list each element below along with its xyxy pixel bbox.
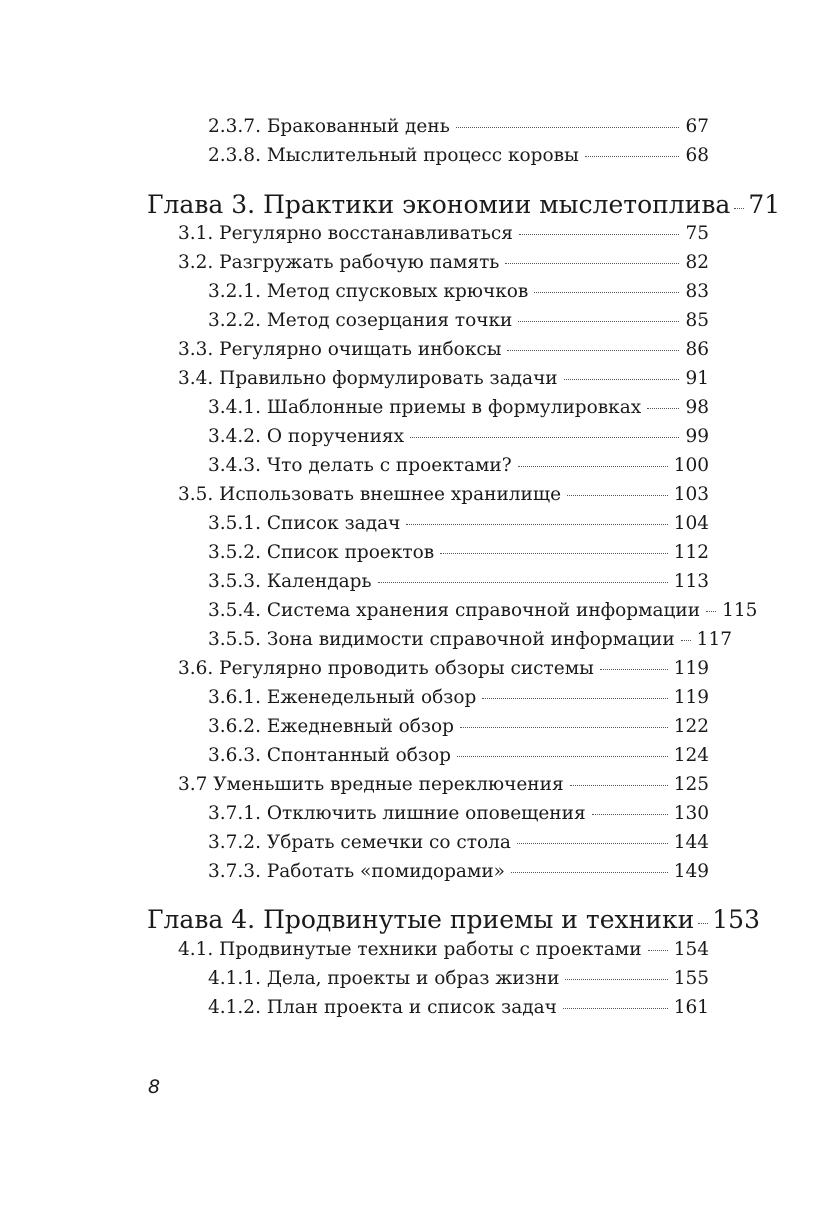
toc-entry-label: 3.6.2. Ежедневный обзор — [208, 716, 455, 737]
toc-entry-label: 3.1. Регулярно восстанавливаться — [178, 223, 513, 244]
dot-leader — [534, 292, 679, 293]
toc-entry-label: 3.2.1. Метод спусковых крючков — [208, 281, 529, 302]
dot-leader — [505, 263, 679, 264]
toc-entry-label: 3.5. Использовать внешнее хранилище — [178, 484, 562, 505]
toc-entry-label: 2.3.7. Бракованный день — [208, 116, 450, 137]
toc-entry-page: 67 — [685, 116, 709, 137]
toc-entry-page: 99 — [685, 426, 709, 447]
toc-entry-label: 3.6.3. Спонтанный обзор — [208, 745, 451, 766]
dot-leader — [518, 466, 668, 467]
toc-entry-label: 2.3.8. Мыслительный процесс коровы — [208, 145, 579, 166]
dot-leader — [570, 785, 668, 786]
page-number: 8 — [148, 1076, 161, 1098]
toc-entry-page: 115 — [722, 600, 758, 621]
dot-leader — [706, 611, 716, 612]
dot-leader — [482, 698, 667, 699]
toc-entry — [208, 145, 709, 166]
toc-entry — [208, 968, 709, 989]
toc-entry-label: 3.4. Правильно формулировать задачи — [178, 368, 558, 389]
toc-entry-label: 3.7 Уменьшить вредные переключения — [178, 774, 564, 795]
dot-leader — [585, 156, 680, 157]
toc-entry-label: 3.4.3. Что делать с проектами? — [208, 455, 512, 476]
toc-entry — [208, 542, 709, 563]
toc-entry — [208, 116, 709, 137]
dot-leader — [456, 127, 680, 128]
toc-entry — [178, 774, 709, 795]
toc-entry-page: 125 — [673, 774, 709, 795]
toc-entry — [208, 803, 709, 824]
toc-entry-page: 113 — [673, 571, 709, 592]
toc-entry-page: 103 — [673, 484, 709, 505]
toc-entry-label: 4.1. Продвинутые техники работы с проектами — [178, 939, 642, 960]
toc-entry — [208, 455, 709, 476]
toc-entry-page: 124 — [673, 745, 709, 766]
toc-entry-page: 119 — [673, 658, 709, 679]
toc-entry — [208, 397, 709, 418]
dot-leader — [681, 640, 691, 641]
toc-entry — [208, 629, 732, 650]
toc-entry-page: 155 — [673, 968, 709, 989]
dot-leader — [511, 872, 668, 873]
toc-entry — [208, 571, 709, 592]
toc-entry — [178, 939, 709, 960]
toc-entry-page: 100 — [673, 455, 709, 476]
dot-leader — [519, 234, 680, 235]
toc-entry — [178, 658, 709, 679]
toc-entry-page: 149 — [673, 861, 709, 882]
dot-leader — [592, 814, 668, 815]
dot-leader — [457, 756, 668, 757]
toc-entry-label: 4.1.1. Дела, проекты и образ жизни — [208, 968, 560, 989]
toc-entry-label: 4.1.2. План проекта и список задач — [208, 997, 557, 1018]
toc-entry-label: Глава 4. Продвинутые приемы и техники — [147, 905, 695, 934]
toc-entry-label: 3.7.3. Работать «помидорами» — [208, 861, 505, 882]
toc-entry-page: 122 — [673, 716, 709, 737]
dot-leader — [565, 979, 667, 980]
dot-leader — [647, 408, 679, 409]
toc-entry — [208, 687, 709, 708]
toc-entry — [208, 600, 758, 621]
toc-entry-label: Глава 3. Практики экономии мыслетоплива — [147, 190, 731, 219]
dot-leader — [563, 1008, 668, 1009]
toc-entry-label: 3.5.5. Зона видимости справочной информации — [208, 629, 675, 650]
toc-entry-page: 104 — [673, 513, 709, 534]
dot-leader — [440, 553, 667, 554]
dot-leader — [410, 437, 679, 438]
toc-entry-label: 3.4.1. Шаблонные приемы в формулировках — [208, 397, 642, 418]
toc-entry — [178, 339, 709, 360]
toc-entry-page: 85 — [685, 310, 709, 331]
toc-entry — [178, 223, 709, 244]
toc-entry — [178, 368, 709, 389]
dot-leader — [517, 843, 668, 844]
toc-entry — [178, 252, 709, 273]
toc-entry-label: 3.7.1. Отключить лишние оповещения — [208, 803, 586, 824]
toc-entry-page: 119 — [673, 687, 709, 708]
dot-leader — [507, 350, 679, 351]
toc-entry — [208, 832, 709, 853]
toc-entry — [208, 310, 709, 331]
toc-entry-label: 3.5.4. Система хранения справочной информации — [208, 600, 701, 621]
toc-entry-page: 91 — [685, 368, 709, 389]
toc-entry-label: 3.6. Регулярно проводить обзоры системы — [178, 658, 594, 679]
toc-entry-page: 130 — [673, 803, 709, 824]
dot-leader — [406, 524, 667, 525]
toc-entry-page: 86 — [685, 339, 709, 360]
toc-entry-label: 3.2.2. Метод созерцания точки — [208, 310, 513, 331]
toc-entry — [208, 281, 709, 302]
toc-entry-page: 154 — [673, 939, 709, 960]
toc-entry-label: 3.7.2. Убрать семечки со стола — [208, 832, 511, 853]
dot-leader — [518, 321, 679, 322]
dot-leader — [648, 950, 668, 951]
toc-chapter — [147, 190, 781, 219]
toc-entry — [208, 513, 709, 534]
toc-entry-label: 3.2. Разгружать рабочую память — [178, 252, 500, 273]
toc-entry — [178, 484, 709, 505]
toc-entry-label: 3.5.2. Список проектов — [208, 542, 435, 563]
toc-entry — [208, 861, 709, 882]
toc-entry — [208, 745, 709, 766]
toc-entry-page: 153 — [712, 905, 760, 934]
dot-leader — [564, 379, 680, 380]
toc-entry-label: 3.6.1. Еженедельный обзор — [208, 687, 477, 708]
toc-entry-page: 161 — [673, 997, 709, 1018]
toc-entry — [208, 997, 709, 1018]
toc-entry-label: 3.3. Регулярно очищать инбоксы — [178, 339, 502, 360]
toc-entry-label: 3.5.1. Список задач — [208, 513, 401, 534]
toc-chapter — [147, 905, 760, 934]
dot-leader — [378, 582, 668, 583]
toc-entry-page: 75 — [685, 223, 709, 244]
toc-entry-label: 3.4.2. О поручениях — [208, 426, 405, 447]
toc-entry-page: 112 — [673, 542, 709, 563]
toc-entry-page: 68 — [685, 145, 709, 166]
dot-leader — [567, 495, 668, 496]
toc-entry-page: 82 — [685, 252, 709, 273]
toc-entry-page: 117 — [696, 629, 732, 650]
toc-entry-page: 71 — [748, 190, 781, 219]
dot-leader — [460, 727, 668, 728]
toc-entry-page: 144 — [673, 832, 709, 853]
toc-entry — [208, 716, 709, 737]
toc-entry-page: 83 — [685, 281, 709, 302]
dot-leader — [698, 923, 708, 924]
toc-entry-page: 98 — [685, 397, 709, 418]
dot-leader — [734, 208, 744, 209]
toc-entry — [208, 426, 709, 447]
toc-entry-label: 3.5.3. Календарь — [208, 571, 372, 592]
dot-leader — [600, 669, 668, 670]
